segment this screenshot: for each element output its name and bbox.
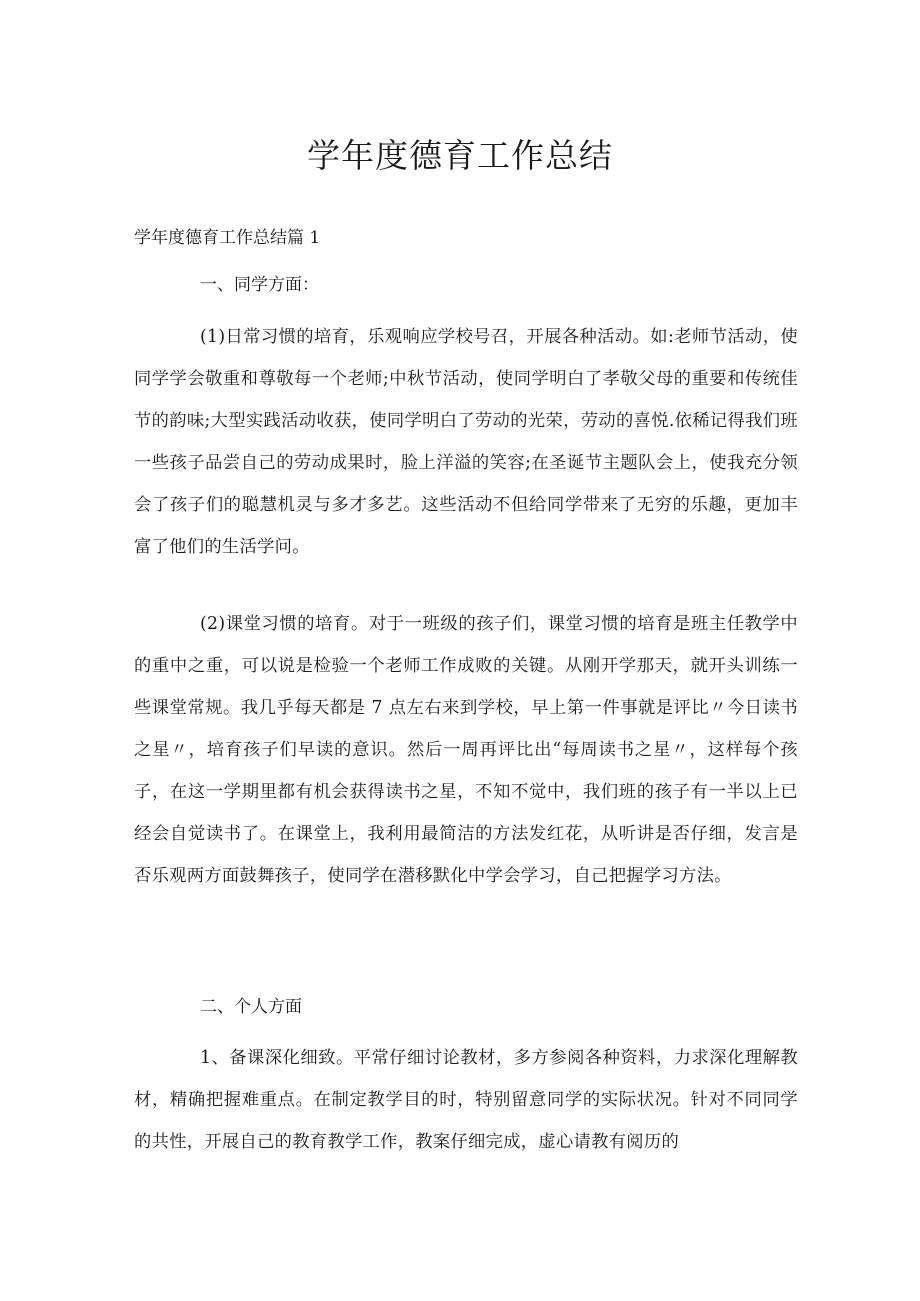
section-heading-students: 一、同学方面： — [200, 275, 319, 295]
document-subtitle: 学年度德育工作总结篇 1 — [134, 228, 321, 248]
document-title: 学年度德育工作总结 — [307, 136, 613, 175]
paragraph-daily-habits: (1)日常习惯的培育，乐观响应学校号召，开展各种活动。如:老师节活动，使同学学会敬重和尊敬每一个老师;中秋节活动，使同学明白了孝敬父母的重要和传统佳节的韵味;大型实践活动收获，使同学明白了劳动的光荣，劳动的喜悦.依稀记得我们班一些孩子品尝自己的劳动成果时，脸上洋溢的笑容;在圣诞节主题队会上，使我充分领会了孩子们的聪慧机灵与多才多艺。这些活动不但给同学带来了无穷的乐趣，更加丰富了他们的生活学问。 — [134, 327, 798, 557]
paragraph-lesson-prep: 1、备课深化细致。平常仔细讨论教材，多方参阅各种资料，力求深化理解教材，精确把握难重点。在制定教学目的时，特别留意同学的实际状况。针对不同同学的共性，开展自己的教育教学工作，教案仔细完成，虚心请教有阅历的 — [134, 1048, 798, 1152]
paragraph-classroom-habits: (2)课堂习惯的培育。对于一班级的孩子们，课堂习惯的培育是班主任教学中的重中之重，可以说是检验一个老师工作成败的关键。从刚开学那天，就开头训练一些课堂常规。我几乎每天都是 7 点左右来到学校，早上第一件事就是评比〃今日读书之星〃，培育孩子们早读的意识。然后一周再评比出“每周读书之星〃，这样每个孩子，在这一学期里都有机会获得读书之星，不知不觉中，我们班的孩子有一半以上已经会自觉读书了。在课堂上，我利用最简洁的方法发红花，从听讲是否仔细，发言是否乐观两方面鼓舞孩子，使同学在潜移默化中学会学习，自己把握学习方法。 — [134, 614, 798, 886]
section-heading-personal: 二、个人方面 — [200, 997, 302, 1017]
